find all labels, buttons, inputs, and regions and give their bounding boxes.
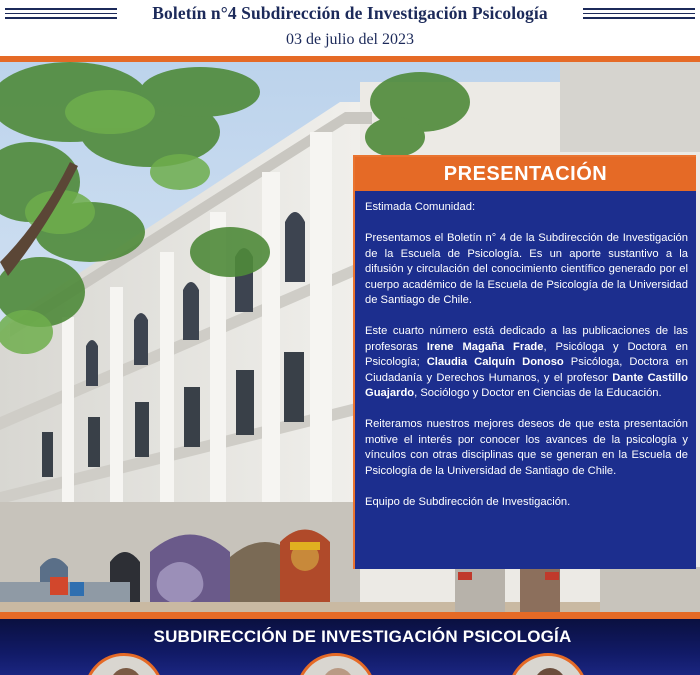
presentation-heading: PRESENTACIÓN [355, 157, 696, 191]
bulletin-date: 03 de julio del 2023 [286, 31, 414, 48]
avatar-2 [296, 653, 376, 675]
presentation-paragraph-2: Este cuarto número está dedicado a las publicaciones de las profesoras Irene Magaña Frade, Psicóloga y Doctora en Psicología; Claudia Calquín Donoso Psicóloga, Doctora en Ciudadanía y Derechos Humanos, y el profesor Dante Castillo Guajardo, Sociólogo y Doctor en Ciencias de la Educación. [365, 325, 688, 399]
presentation-paragraph-1: Presentamos el Boletín n° 4 de la Subdirección de Investigación de la Escuela de Psicología. Es un aporte sustantivo a la difusión y circulación del conocimiento científico generado por el cuerpo académico de la Escuela de Psicología de la Universidad de Santiago de Chile. [365, 232, 688, 306]
presentation-greeting: Estimada Comunidad: [365, 201, 476, 213]
author-name-1: Irene Magaña Frade [426, 340, 544, 353]
bulletin-title: Boletín n°4 Subdirección de Investigación Psicología [152, 3, 548, 23]
presentation-paragraph-3: Reiteramos nuestros mejores deseos de que esta presentación motive el interés por conocer los avances de la psicología y vínculos con otras disciplinas que se generan en la Escuela de Psicología de la Universidad de Santiago de Chile. [365, 418, 688, 477]
bottom-accent-bar [0, 612, 700, 619]
presentation-panel [353, 155, 696, 569]
author-name-3: Dante Castillo Guajardo [365, 371, 688, 399]
avatar-1 [84, 653, 164, 675]
presentation-body [355, 191, 696, 510]
bulletin-header [0, 0, 700, 62]
footer-title: SUBDIRECCIÓN DE INVESTIGACIÓN PSICOLOGÍA [153, 627, 572, 646]
avatar-3 [508, 653, 588, 675]
author-name-2: Claudia Calquín Donoso [426, 356, 564, 368]
presentation-signature: Equipo de Subdirección de Investigación. [365, 495, 571, 508]
footer-band [0, 619, 700, 675]
